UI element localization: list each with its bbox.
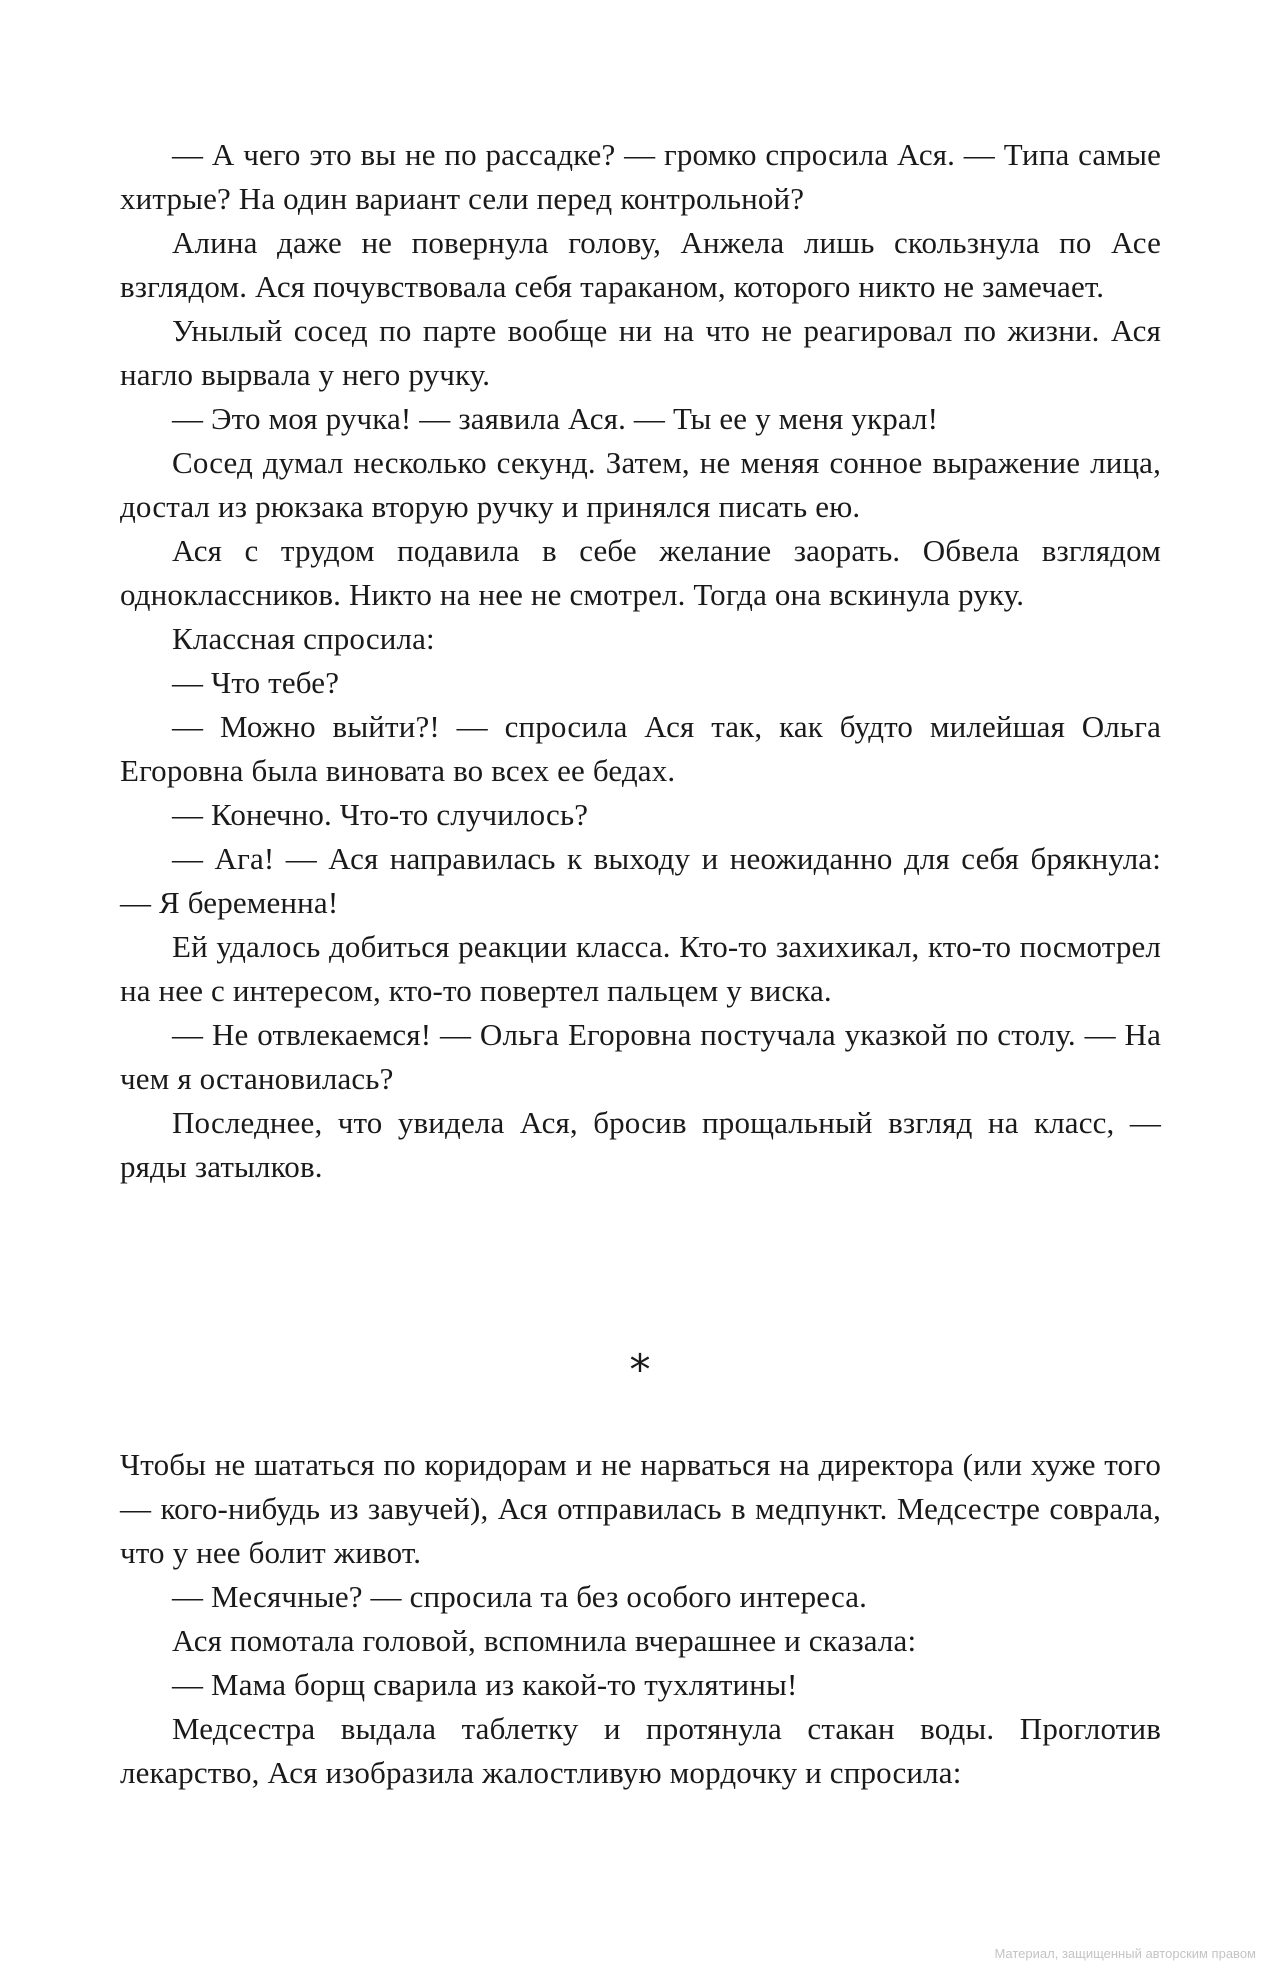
paragraph: — Месячные? — спросила та без особого интереса.	[172, 1579, 868, 1614]
paragraph: Медсестра выдала таблетку и протянула стакан воды. Проглотив лекарство, Ася изобразила жалостливую мордочку и спросила:	[120, 1711, 1161, 1790]
paragraph: — Не отвлекаемся! — Ольга Егоровна постучала указкой по столу. — На чем я остановилась?	[120, 1017, 1161, 1096]
paragraph: Ей удалось добиться реакции класса. Кто-то захихикал, кто-то посмотрел на нее с интересом, кто-то повертел пальцем у виска.	[120, 929, 1161, 1008]
copyright-watermark: Материал, защищенный авторским правом	[994, 1946, 1256, 1961]
paragraph: Алина даже не повернула голову, Анжела лишь скользнула по Асе взглядом. Ася почувствовала себя тараканом, которого никто не замечает.	[120, 225, 1161, 304]
paragraph: — Что тебе?	[172, 665, 340, 700]
paragraph: — Можно выйти?! — спросила Ася так, как будто милейшая Ольга Егоровна была виновата во всех ее бедах.	[120, 709, 1161, 788]
section-1-text	[120, 133, 1161, 1189]
paragraph: — Конечно. Что-то случилось?	[172, 797, 589, 832]
section-separator-asterisk: *	[629, 1345, 651, 1394]
paragraph: — Ага! — Ася направилась к выходу и неожиданно для себя брякнула: — Я беременна!	[120, 841, 1161, 920]
paragraph: — Это моя ручка! — заявила Ася. — Ты ее у меня украл!	[172, 401, 939, 436]
paragraph: Последнее, что увидела Ася, бросив прощальный взгляд на класс, — ряды затылков.	[120, 1105, 1161, 1184]
paragraph: Унылый сосед по парте вообще ни на что не реагировал по жизни. Ася нагло вырвала у него ручку.	[120, 313, 1161, 392]
paragraph: — Мама борщ сварила из какой-то тухлятины!	[172, 1667, 798, 1702]
paragraph: Чтобы не шататься по коридорам и не нарваться на директора (или хуже того — кого-нибудь из завучей), Ася отправилась в медпункт. Медсестре соврала, что у нее болит живот.	[120, 1447, 1161, 1570]
paragraph: Классная спросила:	[172, 621, 435, 656]
paragraph: Ася помотала головой, вспомнила вчерашнее и сказала:	[172, 1623, 917, 1658]
paragraph: — А чего это вы не по рассадке? — громко спросила Ася. — Типа самые хитрые? На один вариант сели перед контрольной?	[120, 137, 1161, 216]
paragraph: Ася с трудом подавила в себе желание заорать. Обвела взглядом одноклассников. Никто на нее не смотрел. Тогда она вскинула руку.	[120, 533, 1161, 612]
paragraph: Сосед думал несколько секунд. Затем, не меняя сонное выражение лица, достал из рюкзака вторую ручку и принялся писать ею.	[120, 445, 1161, 524]
section-2-text	[120, 1443, 1161, 1795]
